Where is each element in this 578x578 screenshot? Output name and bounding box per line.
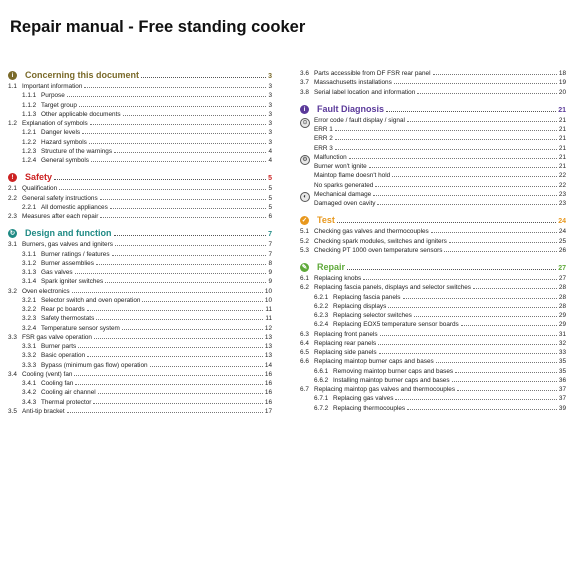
toc-entry-number: 3.7 bbox=[300, 79, 309, 87]
dot-leader bbox=[461, 325, 557, 326]
toc-entry-label: Replacing fascia panels, displays and selector switches bbox=[314, 284, 472, 292]
dot-leader bbox=[93, 403, 262, 404]
toc-page-number: 6 bbox=[268, 213, 272, 220]
toc-entry-label: Basic operation bbox=[41, 352, 86, 360]
toc-page-number: 3 bbox=[268, 83, 272, 90]
toc-entry-number: 3.2 bbox=[8, 287, 17, 295]
toc-entry-number: 2.2.1 bbox=[22, 203, 37, 211]
toc-entry-label: Bypass (minimum gas flow) operation bbox=[41, 361, 148, 369]
dot-leader bbox=[455, 372, 557, 373]
toc-page-number: 16 bbox=[264, 380, 272, 387]
toc-page-number: 28 bbox=[558, 302, 566, 310]
toc-entry-number: 3.3.1 bbox=[22, 343, 37, 350]
toc-entry-label: Parts accessible from DF FSR rear panel bbox=[314, 70, 431, 77]
dot-leader bbox=[110, 208, 267, 209]
toc-entry-number: 1.1.2 bbox=[22, 101, 37, 109]
toc-entry-number: 3.5 bbox=[8, 407, 17, 415]
dot-leader bbox=[375, 186, 557, 187]
toc-page-number: 7 bbox=[268, 250, 272, 258]
toc-page-number: 10 bbox=[264, 296, 272, 304]
toc-entry-number: 6.6.2 bbox=[314, 376, 329, 384]
toc-page-number: 9 bbox=[268, 278, 272, 286]
toc-entry-number: 3.4 bbox=[8, 370, 17, 378]
toc-entry-number: 1.2.4 bbox=[22, 157, 37, 164]
toc-entry-number: 3.1.4 bbox=[22, 278, 37, 286]
toc-page-number: 12 bbox=[264, 324, 272, 332]
toc-page-number: 4 bbox=[268, 157, 272, 164]
toc-entry-label: Maintop flame doesn't hold bbox=[314, 172, 391, 180]
toc-entry-label: Concerning this document bbox=[25, 70, 140, 80]
toc-entry-number: 6.2.3 bbox=[314, 312, 329, 319]
info-icon: i bbox=[8, 71, 17, 80]
dot-leader bbox=[122, 329, 263, 330]
toc-entry-number: 6.1 bbox=[300, 275, 309, 282]
toc-entry-number: 3.4.3 bbox=[22, 398, 37, 406]
toc-entry-number: 3.3.2 bbox=[22, 352, 37, 360]
toc-entry[interactable] bbox=[300, 90, 566, 99]
toc-entry-label: Massachusetts installations bbox=[314, 79, 392, 87]
toc-entry-number: 1.1.3 bbox=[22, 110, 37, 118]
dot-leader bbox=[436, 362, 557, 363]
dot-leader bbox=[67, 412, 263, 413]
toc-page-number: 27 bbox=[558, 265, 566, 272]
toc-entry-label: Replacing gas valves bbox=[333, 395, 394, 403]
dot-leader bbox=[123, 115, 267, 116]
toc-page-number: 21 bbox=[558, 106, 566, 114]
toc-page-number: 28 bbox=[558, 284, 566, 292]
toc-entry-label: Oven electronics bbox=[22, 287, 70, 295]
dot-leader bbox=[112, 255, 267, 256]
toc-page-number: 16 bbox=[264, 389, 272, 397]
dot-leader bbox=[457, 390, 557, 391]
toc-entry-number: 1.1 bbox=[8, 83, 17, 90]
toc-entry-label: Thermal protector bbox=[41, 398, 92, 406]
toc-entry-number: 2.3 bbox=[8, 213, 17, 220]
dot-leader bbox=[369, 167, 557, 168]
toc-page-number: 3 bbox=[268, 101, 272, 109]
toc-entry-number: 3.3.3 bbox=[22, 361, 37, 369]
toc-entry-label: Installing maintop burner caps and bases bbox=[333, 376, 450, 384]
toc-entry-label: Anti-tip bracket bbox=[22, 407, 65, 415]
toc-entry-label: Damaged oven cavity bbox=[314, 200, 376, 207]
dot-leader bbox=[377, 204, 556, 205]
toc-entry-label: Replacing rear panels bbox=[314, 339, 377, 347]
toc-page-number: 3 bbox=[268, 110, 272, 118]
toc-entry-label: Checking spark modules, switches and igniters bbox=[314, 237, 447, 245]
toc-entry-number: 6.6.1 bbox=[314, 367, 329, 375]
toc-page-number: 3 bbox=[268, 129, 272, 137]
dot-leader bbox=[417, 93, 557, 94]
toc-page-number: 23 bbox=[558, 200, 566, 207]
toc-entry-label: ERR 3 bbox=[314, 144, 333, 152]
dot-leader bbox=[84, 87, 266, 88]
test-icon: ✓ bbox=[301, 217, 308, 225]
toc-page-number: 16 bbox=[264, 398, 272, 406]
toc-entry-number: 6.7.1 bbox=[314, 395, 329, 403]
toc-entry-label: Replacing maintop gas valves and thermocouples bbox=[314, 386, 456, 393]
toc-page-number: 21 bbox=[558, 135, 566, 143]
toc-page-number: 3 bbox=[268, 92, 272, 100]
dot-leader bbox=[349, 158, 557, 159]
toc-page-number: 37 bbox=[558, 395, 566, 403]
toc-entry-label: Hazard symbols bbox=[41, 138, 87, 146]
toc-entry-number: 3.4.2 bbox=[22, 389, 37, 397]
toc-entry-number: 3.4.1 bbox=[22, 380, 37, 387]
toc-entry-label: Spark igniter switches bbox=[41, 278, 104, 286]
dot-leader bbox=[473, 288, 557, 289]
toc-entry-label: Replacing fascia panels bbox=[333, 293, 401, 301]
toc-page-number: 22 bbox=[558, 181, 566, 189]
toc-page-number: 7 bbox=[268, 231, 272, 239]
toc-page-number: 24 bbox=[558, 218, 566, 226]
toc-entry-label: Error code / fault display / signal bbox=[314, 116, 405, 124]
toc-entry-label: ERR 2 bbox=[314, 135, 333, 143]
toc-entry-label: Qualification bbox=[22, 185, 58, 193]
toc-entry-label: Other applicable documents bbox=[41, 110, 121, 118]
toc-page-number: 21 bbox=[558, 126, 566, 133]
dot-leader bbox=[82, 133, 266, 134]
toc-page-number: 27 bbox=[558, 275, 566, 282]
toc-entry-label: No sparks generated bbox=[314, 181, 374, 189]
dot-leader bbox=[74, 375, 262, 376]
dot-leader bbox=[98, 393, 263, 394]
category-icon: ⊙ bbox=[300, 118, 310, 128]
toc-entry-number: 5.3 bbox=[300, 246, 309, 254]
toc-entry-label: Burner parts bbox=[41, 343, 77, 350]
toc-page-number: 18 bbox=[558, 70, 566, 77]
toc-page-number: 10 bbox=[264, 287, 272, 295]
toc-entry-number: 2.2 bbox=[8, 194, 17, 202]
dot-leader bbox=[142, 301, 262, 302]
toc-page-number: 11 bbox=[265, 315, 272, 323]
dot-leader bbox=[407, 409, 557, 410]
dot-leader bbox=[449, 242, 557, 243]
dot-leader bbox=[386, 111, 556, 112]
dot-leader bbox=[388, 307, 557, 308]
toc-entry-number: 3.6 bbox=[300, 70, 309, 77]
dot-leader bbox=[392, 176, 557, 177]
toc-entry-label: Removing maintop burner caps and bases bbox=[333, 367, 454, 375]
toc-entry-label: Burners, gas valves and igniters bbox=[22, 241, 113, 249]
toc-entry[interactable] bbox=[8, 409, 272, 418]
toc-entry-label: Temperature sensor system bbox=[41, 324, 120, 332]
toc-page-number: 21 bbox=[558, 144, 566, 152]
toc-entry-label: Test bbox=[317, 215, 335, 226]
toc-entry-label: Cooling fan bbox=[41, 380, 74, 387]
dot-leader bbox=[87, 310, 264, 311]
toc-page-number: 8 bbox=[268, 259, 272, 267]
dot-leader bbox=[87, 356, 263, 357]
dot-leader bbox=[59, 189, 266, 190]
toc-page-number: 9 bbox=[268, 269, 272, 276]
dot-leader bbox=[379, 353, 557, 354]
toc-entry-label: Repair bbox=[317, 262, 346, 272]
toc-entry-number: 3.2.1 bbox=[22, 296, 37, 304]
toc-entry-number: 1.2.2 bbox=[22, 138, 37, 146]
toc-entry-label: Design and function bbox=[25, 228, 112, 239]
toc-entry-label: Purpose bbox=[41, 92, 65, 100]
toc-entry-number: 2.1 bbox=[8, 185, 17, 193]
dot-leader bbox=[433, 74, 557, 75]
toc-page-number: 13 bbox=[264, 343, 272, 350]
design-icon: ↻ bbox=[9, 230, 16, 238]
toc-page-number: 3 bbox=[268, 73, 272, 80]
toc-page-number: 35 bbox=[558, 358, 566, 366]
toc-page-number: 22 bbox=[558, 172, 566, 180]
toc-page-number: 5 bbox=[268, 194, 272, 202]
toc-entry-label: Burner ratings / features bbox=[41, 250, 110, 258]
toc-entry-number: 6.7.2 bbox=[314, 404, 329, 412]
toc-entry-label: Serial label location and information bbox=[314, 88, 416, 96]
dot-leader bbox=[452, 381, 557, 382]
toc-page-number: 23 bbox=[558, 190, 566, 198]
toc-entry-label: Checking gas valves and thermocouples bbox=[314, 228, 429, 236]
toc-page-number: 19 bbox=[558, 79, 566, 87]
toc-entry-label: Replacing maintop burner caps and bases bbox=[314, 358, 434, 366]
dot-leader bbox=[373, 195, 557, 196]
dot-leader bbox=[335, 130, 557, 131]
toc-entry-number: 5.1 bbox=[300, 228, 309, 236]
fault-icon: i bbox=[300, 105, 309, 114]
toc-entry-number: 5.2 bbox=[300, 237, 309, 245]
toc-entry-label: Burner assemblies bbox=[41, 259, 94, 267]
toc-entry-label: Replacing side panels bbox=[314, 349, 377, 356]
toc-entry[interactable] bbox=[300, 118, 566, 127]
toc-entry-label: Rear pc boards bbox=[41, 306, 85, 313]
toc-entry-number: 6.2 bbox=[300, 284, 309, 292]
dot-leader bbox=[335, 149, 557, 150]
toc-entry-number: 6.2.1 bbox=[314, 293, 329, 301]
toc-page-number: 5 bbox=[268, 185, 272, 193]
toc-page-number: 31 bbox=[558, 330, 566, 338]
toc-entry-label: Burner won't ignite bbox=[314, 163, 367, 170]
toc-section-heading[interactable] bbox=[300, 105, 566, 118]
dot-leader bbox=[75, 273, 267, 274]
dot-leader bbox=[96, 319, 263, 320]
toc-page-number: 25 bbox=[558, 237, 566, 245]
dot-leader bbox=[395, 399, 557, 400]
toc-entry-label: All domestic appliances bbox=[41, 203, 108, 211]
dot-leader bbox=[54, 179, 266, 180]
dot-leader bbox=[414, 316, 557, 317]
toc-page-number: 5 bbox=[268, 203, 272, 211]
toc-page-number: 21 bbox=[558, 116, 566, 124]
toc-entry-number: 6.2.4 bbox=[314, 321, 329, 329]
toc-page-number: 13 bbox=[264, 333, 272, 341]
toc-entry-number: 3.1.1 bbox=[22, 250, 37, 258]
toc-entry-label: Cooling (vent) fan bbox=[22, 370, 73, 378]
toc-entry-label: FSR gas valve operation bbox=[22, 333, 92, 341]
toc-entry[interactable] bbox=[300, 248, 566, 257]
toc-page-number: 33 bbox=[558, 349, 566, 356]
toc-entry-label: Target group bbox=[41, 101, 77, 109]
dot-leader bbox=[363, 279, 557, 280]
toc-page-number: 37 bbox=[558, 386, 566, 393]
toc-entry-label: Replacing displays bbox=[333, 302, 387, 310]
toc-page-number: 29 bbox=[558, 312, 566, 319]
toc-entry-number: 1.1.1 bbox=[22, 92, 37, 100]
toc-page-number: 24 bbox=[558, 228, 566, 236]
toc-entry-label: Safety bbox=[25, 172, 53, 183]
toc-entry-label: Safety thermostats bbox=[41, 315, 95, 323]
toc-entry-number: 3.2.2 bbox=[22, 306, 37, 313]
dot-leader bbox=[90, 124, 267, 125]
dot-leader bbox=[407, 121, 557, 122]
dot-leader bbox=[114, 152, 266, 153]
toc-entry-number: 1.2.1 bbox=[22, 129, 37, 137]
toc-entry[interactable] bbox=[300, 136, 566, 145]
warning-icon: ! bbox=[8, 173, 17, 182]
toc-entry-number: 3.2.4 bbox=[22, 324, 37, 332]
toc-page-number: 14 bbox=[264, 361, 272, 369]
category-icon: ⚙ bbox=[300, 155, 310, 165]
toc-page-number: 28 bbox=[558, 293, 566, 301]
toc-entry-number: 1.2.3 bbox=[22, 147, 37, 155]
toc-entry-label: Replacing thermocouples bbox=[333, 404, 406, 412]
toc-entry-label: ERR 1 bbox=[314, 126, 333, 133]
repair-icon: ✎ bbox=[301, 264, 308, 271]
toc-page-number: 35 bbox=[558, 367, 566, 375]
toc-entry-label: Replacing front panels bbox=[314, 330, 378, 338]
toc-entry-label: Measures after each repair bbox=[22, 213, 99, 220]
toc-page-number: 5 bbox=[268, 175, 272, 183]
dot-leader bbox=[67, 96, 267, 97]
toc-entry-label: Mechanical damage bbox=[314, 190, 372, 198]
toc-subentry[interactable] bbox=[300, 406, 566, 415]
toc-subentry[interactable] bbox=[8, 158, 272, 167]
toc-entry-number: 6.4 bbox=[300, 339, 309, 347]
dot-leader bbox=[394, 83, 557, 84]
toc-page-number: 36 bbox=[558, 376, 566, 384]
toc-entry-label: Malfunction bbox=[314, 153, 347, 161]
dot-leader bbox=[89, 143, 267, 144]
toc-entry-label: Replacing knobs bbox=[314, 275, 362, 282]
dot-leader bbox=[347, 269, 556, 270]
toc-page-number: 32 bbox=[558, 339, 566, 347]
dot-leader bbox=[335, 139, 557, 140]
toc-entry-label: General symbols bbox=[41, 157, 89, 164]
dot-leader bbox=[380, 335, 557, 336]
toc-page-number: 20 bbox=[558, 88, 566, 96]
toc-entry-label: Checking PT 1000 oven temperature sensors bbox=[314, 246, 443, 254]
toc-entry-number: 3.1.3 bbox=[22, 269, 37, 276]
dot-leader bbox=[337, 222, 556, 223]
toc-page-number: 16 bbox=[264, 370, 272, 378]
dot-leader bbox=[100, 199, 267, 200]
toc-entry-number: 3.1 bbox=[8, 241, 17, 249]
toc-entry-number: 6.2.2 bbox=[314, 302, 329, 310]
toc-page-number: 11 bbox=[265, 306, 272, 313]
toc-page-number: 7 bbox=[268, 241, 272, 249]
dot-leader bbox=[96, 264, 267, 265]
toc-page-number: 13 bbox=[264, 352, 272, 360]
dot-leader bbox=[78, 347, 263, 348]
toc-entry-number: 1.2 bbox=[8, 120, 17, 127]
toc-column-right bbox=[300, 71, 566, 415]
toc-page-number: 29 bbox=[558, 321, 566, 329]
dot-leader bbox=[141, 77, 266, 78]
dot-leader bbox=[150, 366, 263, 367]
toc-entry-number: 3.8 bbox=[300, 88, 309, 96]
toc-page-number: 21 bbox=[558, 153, 566, 161]
toc-entry-label: General safety instructions bbox=[22, 194, 98, 202]
toc-entry-label: Structure of the warnings bbox=[41, 147, 113, 155]
toc-column-left bbox=[8, 71, 272, 418]
dot-leader bbox=[75, 384, 263, 385]
toc-entry[interactable] bbox=[300, 201, 566, 210]
page-title: Repair manual - Free standing cooker bbox=[10, 18, 306, 36]
dot-leader bbox=[115, 245, 267, 246]
toc-entry-number: 3.1.2 bbox=[22, 259, 37, 267]
toc-entry-number: 6.5 bbox=[300, 349, 309, 356]
dot-leader bbox=[91, 161, 266, 162]
toc-entry-number: 3.3 bbox=[8, 333, 17, 341]
toc-page-number: 17 bbox=[264, 407, 272, 415]
toc-entry[interactable] bbox=[8, 214, 272, 223]
toc-entry-label: Important information bbox=[22, 83, 83, 90]
toc-entry-label: Selector switch and oven operation bbox=[41, 296, 141, 304]
dot-leader bbox=[94, 338, 263, 339]
toc-entry[interactable] bbox=[300, 127, 566, 136]
toc-entry-label: Cooling air channel bbox=[41, 389, 96, 397]
category-icon: ◐ bbox=[300, 192, 310, 202]
dot-leader bbox=[72, 292, 263, 293]
toc-entry-label: Gas valves bbox=[41, 269, 73, 276]
toc-entry-number: 6.3 bbox=[300, 330, 309, 338]
toc-entry-label: Fault Diagnosis bbox=[317, 103, 385, 114]
toc-entry-label: Explanation of symbols bbox=[22, 120, 88, 127]
dot-leader bbox=[105, 282, 266, 283]
toc-page-number: 4 bbox=[268, 147, 272, 155]
dot-leader bbox=[444, 251, 556, 252]
dot-leader bbox=[100, 217, 266, 218]
toc-entry-label: Replacing selector switches bbox=[333, 312, 412, 319]
toc-entry-number: 6.6 bbox=[300, 358, 309, 366]
toc-entry-number: 3.2.3 bbox=[22, 315, 37, 323]
dot-leader bbox=[114, 235, 267, 236]
toc-entry-label: Replacing EOX5 temperature sensor boards bbox=[333, 321, 459, 329]
dot-leader bbox=[403, 298, 557, 299]
toc-page-number: 26 bbox=[558, 246, 566, 254]
dot-leader bbox=[79, 106, 267, 107]
toc-page-number: 39 bbox=[558, 404, 566, 412]
toc-entry-label: Danger levels bbox=[41, 129, 81, 137]
dot-leader bbox=[431, 232, 557, 233]
toc-page-number: 3 bbox=[268, 138, 272, 146]
toc-entry-number: 6.7 bbox=[300, 386, 309, 393]
toc-page-number: 21 bbox=[558, 163, 566, 170]
dot-leader bbox=[378, 344, 557, 345]
toc-page-number: 3 bbox=[268, 120, 272, 127]
